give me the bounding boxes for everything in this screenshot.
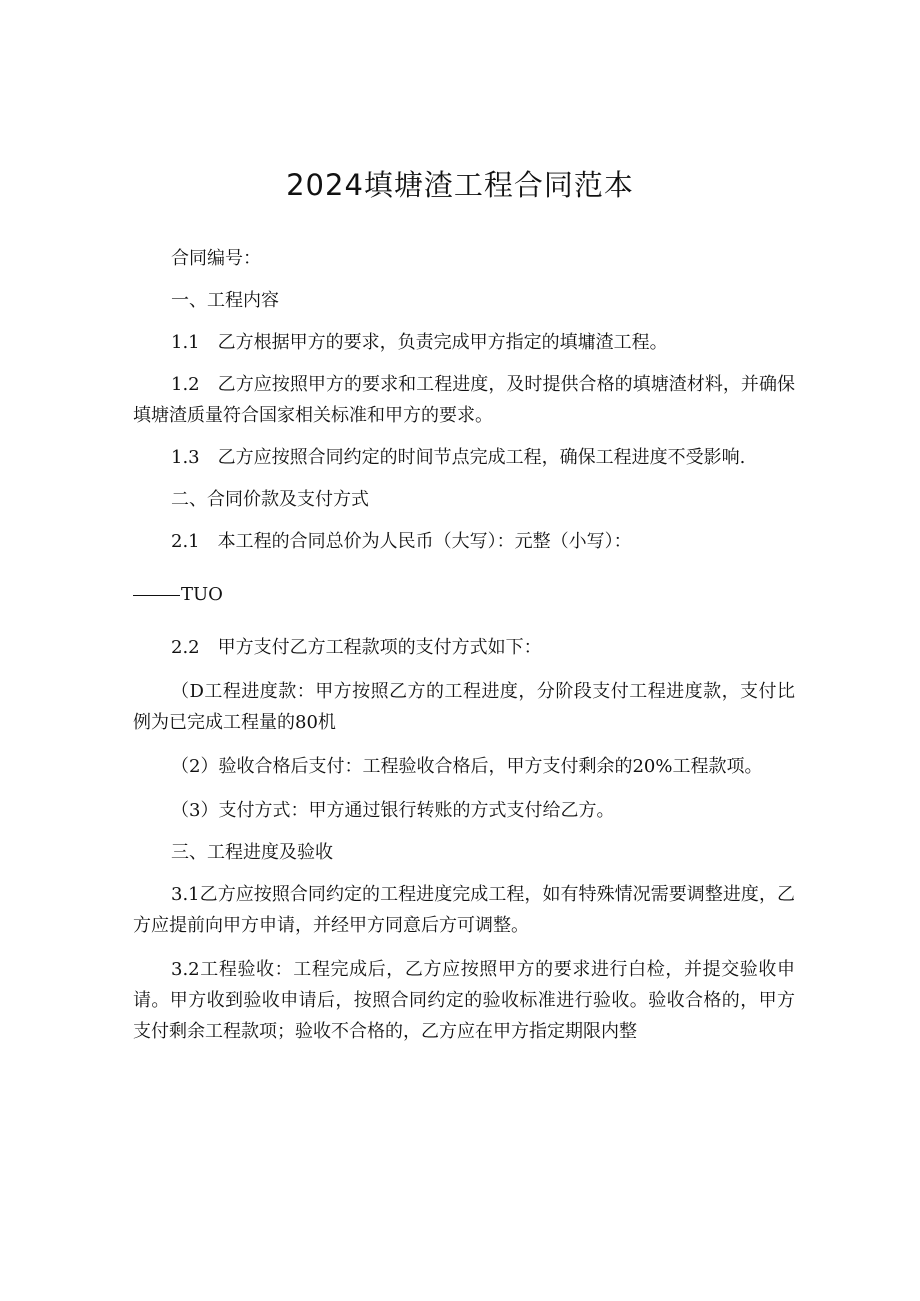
clause-2-1 xyxy=(133,526,795,557)
section-2-heading: 二、合同价款及支付方式 xyxy=(171,489,369,510)
clause-1-3-number: 1.3 xyxy=(171,447,200,468)
clause-1-3-text: 乙方应按照合同约定的时间节点完成工程，确保工程进度不受影响. xyxy=(217,447,746,468)
document-title: 2024填塘渣工程合同范本 xyxy=(286,168,634,202)
clause-1-1 xyxy=(133,327,795,358)
clause-2-1-amount-line xyxy=(133,579,795,610)
clause-1-2 xyxy=(133,369,795,431)
amount-blank-line xyxy=(133,595,180,596)
clause-2-1-amount-text: TUO xyxy=(181,584,223,605)
clause-2-1-text: 本工程的合同总价为人民币（大写）：元整（小写）： xyxy=(217,531,632,552)
section-3-heading: 三、工程进度及验收 xyxy=(171,842,333,863)
clause-1-2-text: 乙方应按照甲方的要求和工程进度，及时提供合格的填塘渣材料，并确保填塘渣质量符合国家相关标准和甲方的要求。 xyxy=(133,374,795,426)
clause-2-2-number: 2.2 xyxy=(171,637,200,658)
clause-2-2-text: 甲方支付乙方工程款项的支付方式如下： xyxy=(217,637,542,658)
clause-2-2-item-3: （3）支付方式：甲方通过银行转账的方式支付给乙方。 xyxy=(171,800,615,821)
section-1-heading: 一、工程内容 xyxy=(171,290,279,311)
clause-1-1-text: 乙方根据甲方的要求，负责完成甲方指定的填墉渣工程。 xyxy=(217,332,668,353)
clause-2-2-item-2: （2）验收合格后支付：工程验收合格后，甲方支付剩余的20%工程款项。 xyxy=(171,756,763,777)
clause-3-2: 3.2工程验收：工程完成后，乙方应按照甲方的要求进行白检，并提交验收申请。甲方收到验收申请后，按照合同约定的验收标准进行验收。验收合格的，甲方支付剩余工程款项；验收不合格的，乙方应在甲方指定期限内整 xyxy=(133,959,795,1042)
clause-1-2-number: 1.2 xyxy=(171,374,200,395)
clause-1-3 xyxy=(133,442,795,473)
clause-2-2 xyxy=(133,632,795,663)
clause-3-1: 3.1乙方应按照合同约定的工程进度完成工程，如有特殊情况需要调整进度，乙方应提前向甲方申请，并经甲方同意后方可调整。 xyxy=(133,884,795,936)
contract-number-label: 合同编号： xyxy=(171,248,261,269)
clause-2-2-item-1: （D工程进度款：甲方按照乙方的工程进度，分阶段支付工程进度款，支付比例为已完成工程量的80机 xyxy=(133,681,795,733)
document-body xyxy=(133,243,795,1047)
clause-1-1-number: 1.1 xyxy=(171,332,200,353)
clause-2-1-number: 2.1 xyxy=(171,531,200,552)
